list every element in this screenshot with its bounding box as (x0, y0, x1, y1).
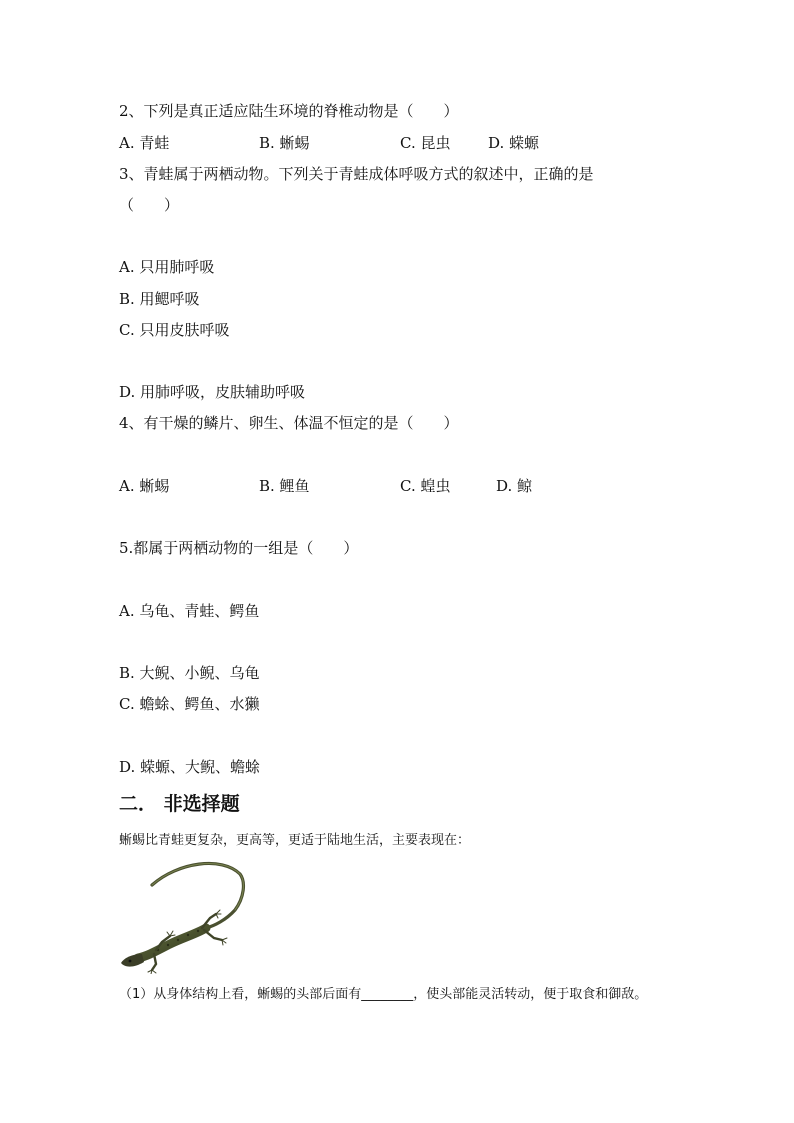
question-5-option-c: C. 蟾蜍、鳄鱼、水獭 (119, 695, 260, 713)
question-4-option-b: B. 鲤鱼 (259, 477, 310, 495)
question-4-stem: 4、有干燥的鳞片、卵生、体温不恒定的是（ ） (119, 414, 459, 432)
question-4-option-d: D. 鲸 (496, 477, 533, 495)
question-3-stem: 3、青蛙属于两栖动物。下列关于青蛙成体呼吸方式的叙述中，正确的是 (119, 165, 594, 183)
question-4-option-a: A. 蜥蜴 (119, 477, 170, 495)
question-3-stem-continued: （ ） (119, 196, 180, 214)
question-4-option-c: C. 蝗虫 (400, 477, 451, 495)
lizard-icon (118, 858, 248, 974)
question-5-option-b: B. 大鲵、小鲵、乌龟 (119, 664, 260, 682)
question-2-option-b: B. 蜥蜴 (259, 134, 310, 152)
question-5-option-a: A. 乌龟、青蛙、鳄鱼 (119, 602, 260, 620)
question-2-option-a: A. 青蛙 (119, 134, 170, 152)
section-2-intro: 蜥蜴比青蛙更复杂，更高等，更适于陆地生活，主要表现在： (119, 833, 471, 848)
question-3-option-c: C. 只用皮肤呼吸 (119, 321, 230, 339)
question-5-stem: 5.都属于两栖动物的一组是（ ） (119, 539, 359, 557)
question-3-option-d: D. 用肺呼吸，皮肤辅助呼吸 (119, 383, 306, 401)
sub-question-1: （1）从身体结构上看，蜥蜴的头部后面有________，使头部能灵活转动，便于取食和御敌。 (119, 987, 648, 1002)
question-2-option-c: C. 昆虫 (400, 134, 451, 152)
question-2-option-d: D. 蝾螈 (488, 134, 540, 152)
question-2-stem: 2、下列是真正适应陆生环境的脊椎动物是（ ） (119, 102, 459, 120)
section-heading-non-choice: 二． 非选择题 (119, 793, 240, 815)
question-5-option-d: D. 蝾螈、大鲵、蟾蜍 (119, 758, 261, 776)
question-3-option-b: B. 用鳃呼吸 (119, 290, 200, 308)
question-3-option-a: A. 只用肺呼吸 (119, 258, 215, 276)
